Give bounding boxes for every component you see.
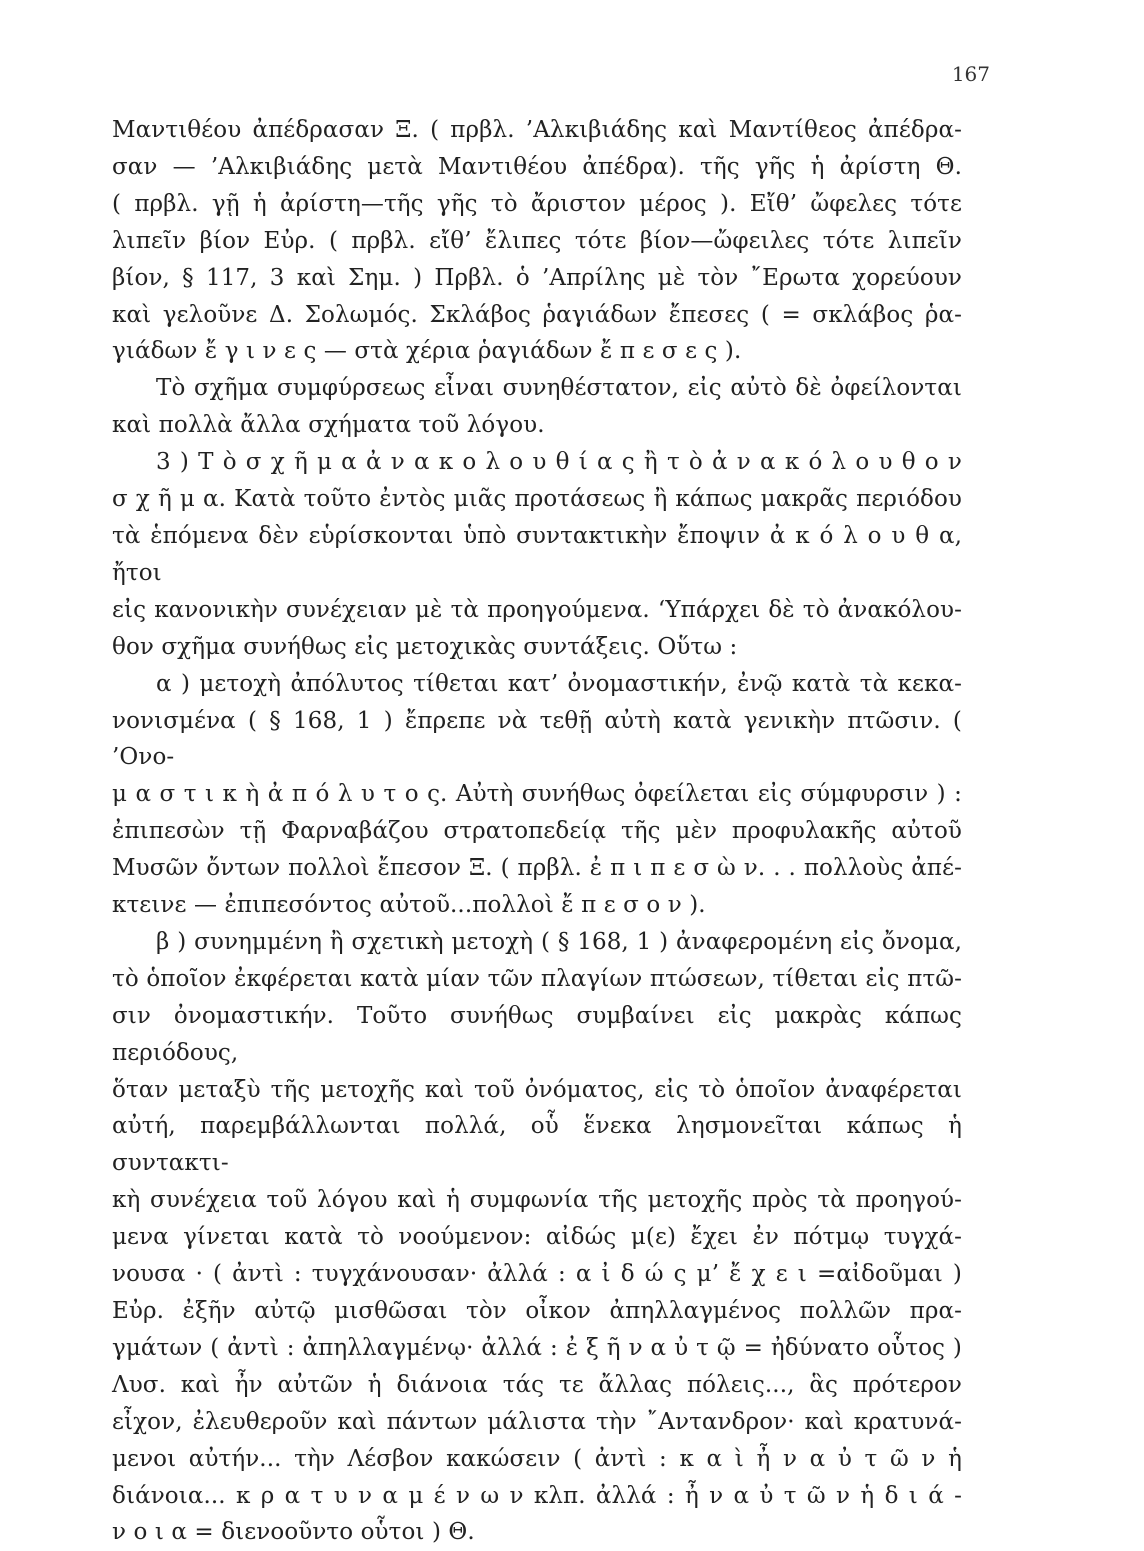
text-line: γμάτων ( ἀντὶ : ἀπηλλαγμένῳ· ἀλλά : ἐ ξ ῆ ν α ὐ τ ῷ = ἠδύνατο οὗτος ) [112,1334,962,1361]
text-line: νονισμένα ( § 168, 1 ) ἔπρεπε νὰ τεθῇ αὐτὴ κατὰ γενικὴν πτῶσιν. ( ’Ονο- [112,707,962,771]
text-line: Λυσ. καὶ ἦν αὐτῶν ἡ διάνοια τάς τε ἄλλας πόλεις..., ἃς πρότερον [112,1371,962,1398]
text-line: Μυσῶν ὄντων πολλοὶ ἔπεσον Ξ. ( πρβλ. ἐ π ι π ε σ ὼ ν. . . πολλοὺς ἀπέ- [112,855,962,882]
text-line: μενα γίνεται κατὰ τὸ νοούμενον: αἰδώς μ(ε) ἔχει ἐν πότμῳ τυγχά- [112,1224,962,1251]
text-line: τὸ ὁποῖον ἐκφέρεται κατὰ μίαν τῶν πλαγίων πτώσεων, τίθεται εἰς πτῶ- [112,965,962,992]
text-line: β ) συνημμένη ἢ σχετικὴ μετοχὴ ( § 168, 1 ) ἀναφερομένη εἰς ὄνομα, [156,928,962,955]
text-line: 3 ) Τ ὸ σ χ ῆ μ α ἀ ν α κ ο λ ο υ θ ί α ς ἢ τ ὸ ἀ ν α κ ό λ ο υ θ ο ν [156,449,962,476]
text-line: σιν ὀνομαστικήν. Τοῦτο συνήθως συμβαίνει εἰς μακρὰς κάπως περιόδους, [112,1002,962,1066]
text-line: καὶ πολλὰ ἄλλα σχήματα τοῦ λόγου. [112,412,545,439]
text-line: νουσα · ( ἀντὶ : τυγχάνουσαν· ἀλλά : α ἰ δ ώ ς μ’ ἔ χ ε ι =αἰδοῦμαι ) [112,1261,962,1288]
text-line: ( πρβλ. γῇ ἡ ἀρίστη—τῆς γῆς τὸ ἄριστον μέρος ). Εἴθ’ ὤφελες τότε [112,190,962,217]
text-line: κτεινε — ἐπιπεσόντος αὐτοῦ...πολλοὶ ἔ π ε σ ο ν ). [112,892,706,919]
text-line: σαν — ’Αλκιβιάδης μετὰ Μαντιθέου ἀπέδρα). τῆς γῆς ἡ ἀρίστη Θ. [112,153,962,180]
text-line: καὶ γελοῦνε Δ. Σολωμός. Σκλάβος ῥαγιάδων ἔπεσες ( = σκλάβος ῥα- [112,301,962,328]
text-line: Εὐρ. ἐξῆν αὐτῷ μισθῶσαι τὸν οἶκον ἀπηλλαγμένος πολλῶν πρα- [112,1298,962,1324]
text-line: κὴ συνέχεια τοῦ λόγου καὶ ἡ συμφωνία τῆς μετοχῆς πρὸς τὰ προηγού- [112,1187,962,1214]
text-line: εἰς κανονικὴν συνέχειαν μὲ τὰ προηγούμενα. ‘Υπάρχει δὲ τὸ ἀνακόλου- [112,596,962,623]
text-line: αὐτή, παρεμβάλλωνται πολλά, οὗ ἕνεκα λησμονεῖται κάπως ἡ συντακτι- [112,1113,962,1177]
text-line: α ) μετοχὴ ἀπόλυτος τίθεται κατ’ ὀνομαστικήν, ἐνῷ κατὰ τὰ κεκα- [156,670,962,697]
text-line: Μαντιθέου ἀπέδρασαν Ξ. ( πρβλ. ’Αλκιβιάδης καὶ Μαντίθεος ἀπέδρα- [112,117,962,143]
text-line: βίον, § 117, 3 καὶ Σημ. ) Πρβλ. ὁ ’Απρίλης μὲ τὸν ῎Ερωτα χορεύουν [112,264,962,291]
body-text [112,112,962,1551]
text-line: διάνοια... κ ρ α τ υ ν α μ έ ν ω ν κλπ. ἀλλά : ἦ ν α ὐ τ ῶ ν ἡ δ ι ά - [112,1482,962,1509]
page-number: 167 [951,62,990,86]
text-line: μ α σ τ ι κ ὴ ἀ π ό λ υ τ ο ς. Αὐτὴ συνήθως ὀφείλεται εἰς σύμφυρσιν ) : [112,781,962,808]
text-line: λιπεῖν βίον Εὐρ. ( πρβλ. εἴθ’ ἔλιπες τότε βίον—ὤφειλες τότε λιπεῖν [112,227,962,254]
text-line: ν ο ι α = διενοοῦντο οὗτοι ) Θ. [112,1519,475,1546]
text-line: εἶχον, ἐλευθεροῦν καὶ πάντων μάλιστα τὴν ῎Αντανδρον· καὶ κρατυνά- [112,1408,962,1435]
text-line: θον σχῆμα συνήθως εἰς μετοχικὰς συντάξεις. Οὕτω : [112,633,738,660]
text-line: ἐπιπεσὼν τῇ Φαρναβάζου στρατοπεδείᾳ τῆς μὲν προφυλακῆς αὐτοῦ [112,818,962,845]
text-line: Τὸ σχῆμα συμφύρσεως εἶναι συνηθέστατον, εἰς αὐτὸ δὲ ὀφείλονται [156,375,962,402]
text-line: ὅταν μεταξὺ τῆς μετοχῆς καὶ τοῦ ὀνόματος, εἰς τὸ ὁποῖον ἀναφέρεται [112,1076,962,1103]
text-line: τὰ ἑπόμενα δὲν εὑρίσκονται ὑπὸ συντακτικὴν ἔποψιν ἀ κ ό λ ο υ θ α, ἤτοι [112,522,962,586]
text-line: σ χ ῆ μ α. Κατὰ τοῦτο ἐντὸς μιᾶς προτάσεως ἢ κάπως μακρᾶς περιόδου [112,486,962,513]
text-line: μενοι αὐτήν... τὴν Λέσβον κακώσειν ( ἀντὶ : κ α ὶ ἦ ν α ὐ τ ῶ ν ἡ [112,1445,962,1472]
text-line: γιάδων ἔ γ ι ν ε ς — στὰ χέρια ῥαγιάδων ἔ π ε σ ε ς ). [112,338,742,365]
